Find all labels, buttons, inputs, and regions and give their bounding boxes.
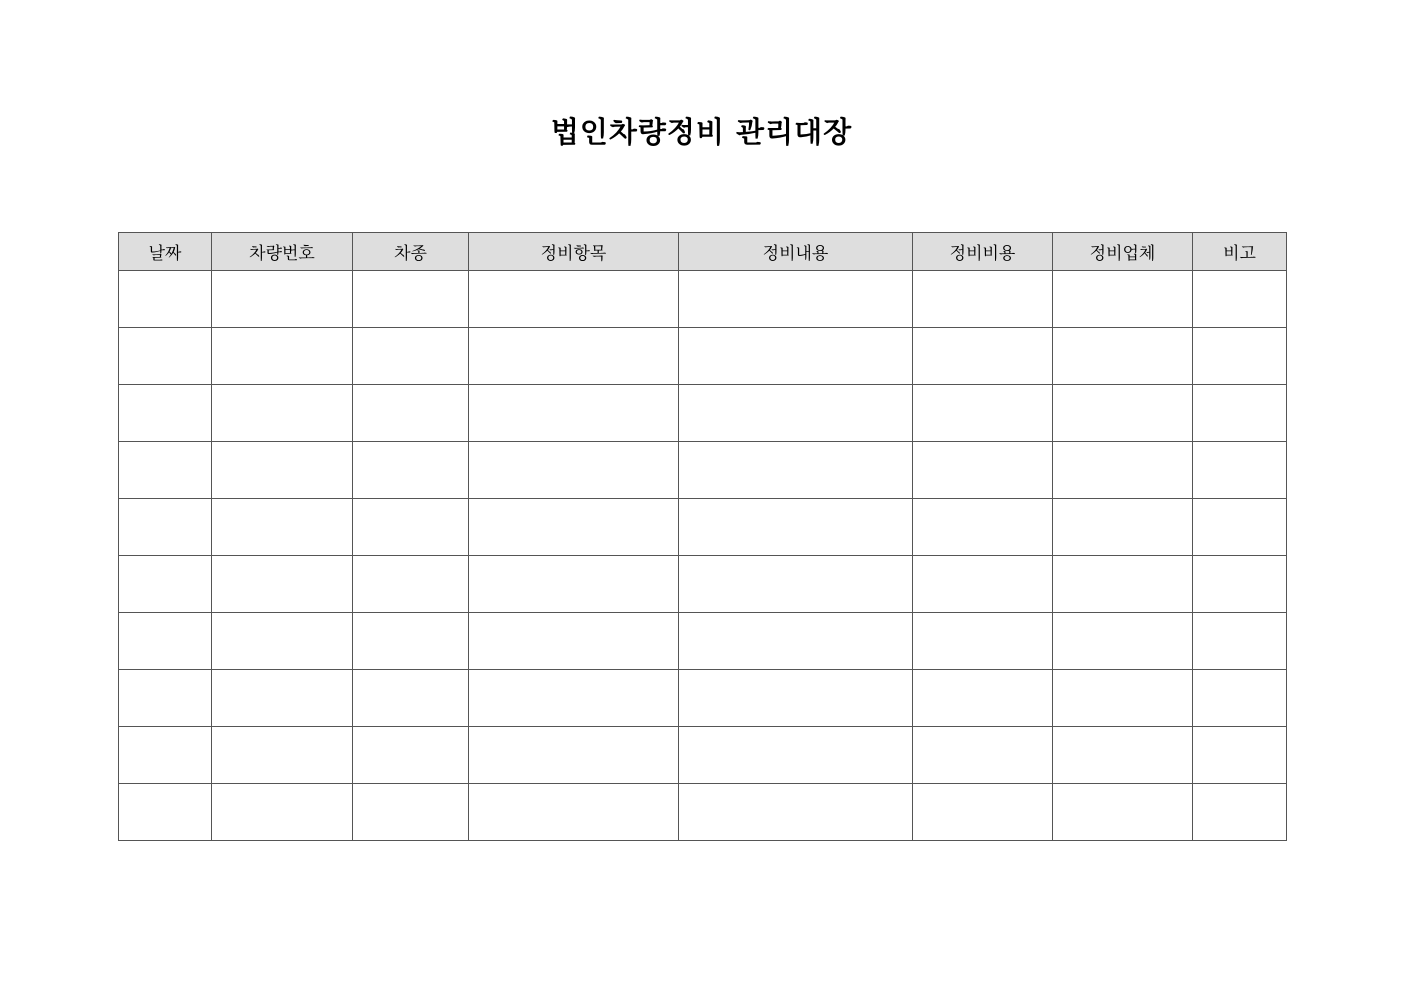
table-cell[interactable] (212, 670, 353, 727)
column-header-vehicle-model: 차종 (353, 233, 469, 271)
table-cell[interactable] (1053, 784, 1193, 841)
table-cell[interactable] (1053, 385, 1193, 442)
table-cell[interactable] (1193, 499, 1287, 556)
table-cell[interactable] (353, 670, 469, 727)
column-header-vehicle-number: 차량번호 (212, 233, 353, 271)
table-cell[interactable] (353, 442, 469, 499)
table-cell[interactable] (1053, 613, 1193, 670)
table-cell[interactable] (1193, 556, 1287, 613)
table-cell[interactable] (119, 328, 212, 385)
table-cell[interactable] (119, 385, 212, 442)
table-cell[interactable] (1053, 727, 1193, 784)
table-cell[interactable] (212, 442, 353, 499)
table-cell[interactable] (679, 613, 913, 670)
table-cell[interactable] (469, 556, 679, 613)
table-cell[interactable] (1193, 271, 1287, 328)
column-header-remarks: 비고 (1193, 233, 1287, 271)
table-row (119, 613, 1287, 670)
table-cell[interactable] (469, 784, 679, 841)
table-row (119, 556, 1287, 613)
table-cell[interactable] (679, 727, 913, 784)
table-cell[interactable] (212, 556, 353, 613)
table-cell[interactable] (1193, 442, 1287, 499)
table-cell[interactable] (212, 385, 353, 442)
table-cell[interactable] (119, 784, 212, 841)
table-cell[interactable] (913, 442, 1053, 499)
table-row (119, 385, 1287, 442)
table-row (119, 271, 1287, 328)
table-cell[interactable] (679, 784, 913, 841)
table-cell[interactable] (353, 271, 469, 328)
table-cell[interactable] (212, 613, 353, 670)
table-cell[interactable] (1193, 613, 1287, 670)
table-cell[interactable] (469, 271, 679, 328)
table-cell[interactable] (353, 784, 469, 841)
table-cell[interactable] (913, 727, 1053, 784)
table-body (119, 271, 1287, 841)
table-cell[interactable] (679, 499, 913, 556)
table-cell[interactable] (212, 328, 353, 385)
table-cell[interactable] (212, 784, 353, 841)
table-cell[interactable] (469, 385, 679, 442)
table-cell[interactable] (913, 385, 1053, 442)
table-cell[interactable] (469, 328, 679, 385)
table-cell[interactable] (353, 385, 469, 442)
table-row (119, 670, 1287, 727)
table-cell[interactable] (1053, 271, 1193, 328)
table-cell[interactable] (119, 499, 212, 556)
table-cell[interactable] (679, 442, 913, 499)
column-header-maintenance-details: 정비내용 (679, 233, 913, 271)
table-row (119, 442, 1287, 499)
table-cell[interactable] (913, 499, 1053, 556)
table-cell[interactable] (913, 556, 1053, 613)
table-cell[interactable] (212, 727, 353, 784)
table-cell[interactable] (913, 670, 1053, 727)
table-row (119, 727, 1287, 784)
column-header-maintenance-item: 정비항목 (469, 233, 679, 271)
table-cell[interactable] (469, 727, 679, 784)
table-cell[interactable] (119, 271, 212, 328)
table-cell[interactable] (1193, 328, 1287, 385)
table-cell[interactable] (1053, 442, 1193, 499)
table-cell[interactable] (212, 499, 353, 556)
table-cell[interactable] (469, 442, 679, 499)
table-cell[interactable] (913, 613, 1053, 670)
table-cell[interactable] (119, 613, 212, 670)
table-cell[interactable] (469, 613, 679, 670)
table-cell[interactable] (679, 385, 913, 442)
table-cell[interactable] (1193, 670, 1287, 727)
table-cell[interactable] (1193, 784, 1287, 841)
table-cell[interactable] (353, 556, 469, 613)
table-cell[interactable] (1053, 328, 1193, 385)
table-cell[interactable] (1053, 670, 1193, 727)
table-cell[interactable] (469, 499, 679, 556)
table-row (119, 784, 1287, 841)
table-cell[interactable] (1193, 727, 1287, 784)
document-title: 법인차량정비 관리대장 (550, 115, 853, 149)
table-cell[interactable] (1193, 385, 1287, 442)
table-cell[interactable] (353, 727, 469, 784)
table-cell[interactable] (913, 271, 1053, 328)
table-cell[interactable] (119, 670, 212, 727)
table-cell[interactable] (212, 271, 353, 328)
table-cell[interactable] (679, 328, 913, 385)
table-cell[interactable] (1053, 556, 1193, 613)
table-cell[interactable] (353, 499, 469, 556)
table-cell[interactable] (353, 613, 469, 670)
table-cell[interactable] (679, 670, 913, 727)
column-header-maintenance-cost: 정비비용 (913, 233, 1053, 271)
column-header-maintenance-vendor: 정비업체 (1053, 233, 1193, 271)
table-cell[interactable] (913, 784, 1053, 841)
maintenance-ledger-table (118, 232, 1287, 841)
table-cell[interactable] (353, 328, 469, 385)
table-cell[interactable] (119, 442, 212, 499)
table-cell[interactable] (913, 328, 1053, 385)
table-row (119, 328, 1287, 385)
table-header-row (119, 233, 1287, 271)
table-cell[interactable] (119, 556, 212, 613)
table-cell[interactable] (119, 727, 212, 784)
table-cell[interactable] (679, 556, 913, 613)
table-row (119, 499, 1287, 556)
table-cell[interactable] (679, 271, 913, 328)
table-cell[interactable] (469, 670, 679, 727)
column-header-date: 날짜 (119, 233, 212, 271)
table-cell[interactable] (1053, 499, 1193, 556)
